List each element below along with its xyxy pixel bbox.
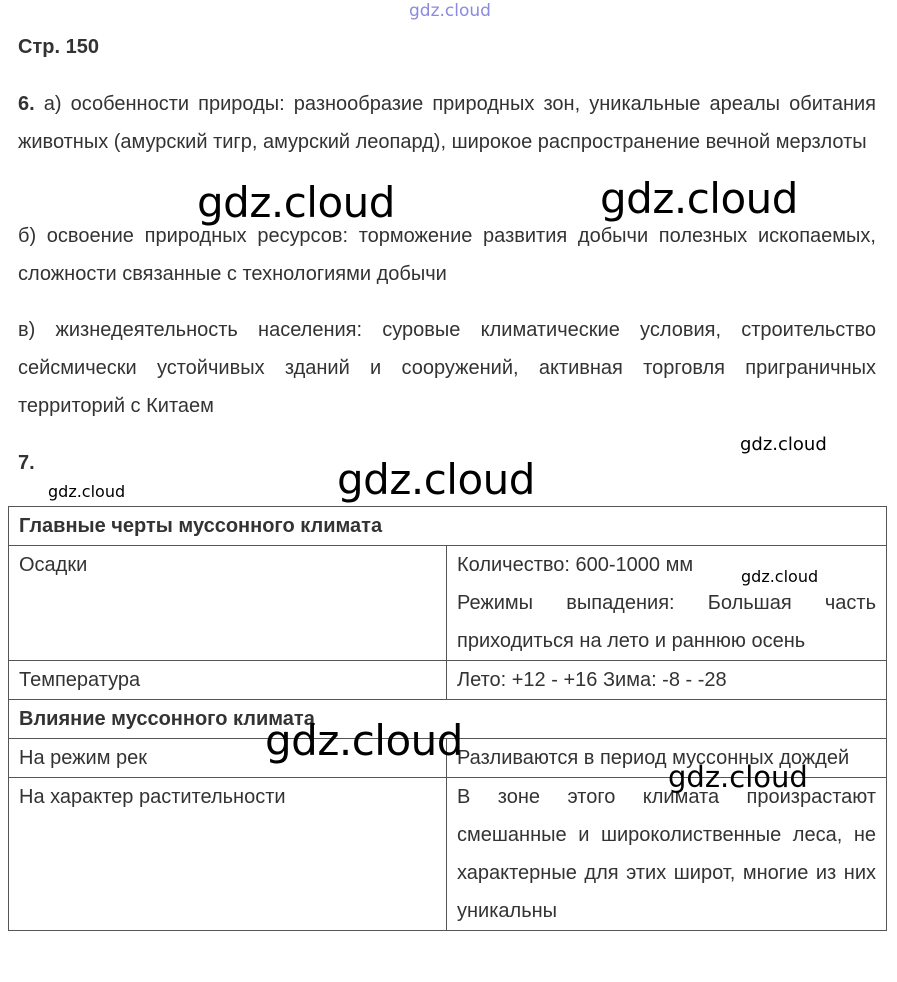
row-label-vegetation: На характер растительности xyxy=(9,778,447,931)
watermark: gdz.cloud xyxy=(337,455,535,504)
task6-item-c: в) жизнедеятельность населения: суровые климатические условия, строительство сейсмически устойчивых зданий и сооружений, активная торговля приграничных территорий с Китаем xyxy=(18,319,876,417)
task6-item-a: а) особенности природы: разнообразие природных зон, уникальные ареалы обитания животных (амурский тигр, амурский леопард), широкое распространение вечной мерзлоты xyxy=(18,93,876,153)
section-header-main-features: Главные черты муссонного климата xyxy=(9,507,887,546)
row-value-precipitation xyxy=(447,546,887,661)
watermark: gdz.cloud xyxy=(48,482,126,501)
watermark: gdz.cloud xyxy=(197,178,395,227)
row-value-rivers: Разливаются в период муссонных дождей xyxy=(447,739,887,778)
task6-paragraph-b xyxy=(18,217,876,293)
task6-paragraph-c xyxy=(18,311,876,425)
row-label-rivers: На режим рек xyxy=(9,739,447,778)
row-label-temperature: Температура xyxy=(9,661,447,700)
task6-number: 6. xyxy=(18,93,35,115)
watermark: gdz.cloud xyxy=(600,174,798,223)
row-value-vegetation: В зоне этого климата произрастают смешанные и широколиственные леса, не характерные для этих широт, многие из них уникальны xyxy=(447,778,887,931)
task7-number: 7. xyxy=(18,452,35,474)
task6-item-b: б) освоение природных ресурсов: торможение развития добычи полезных ископаемых, сложности связанные с технологиями добычи xyxy=(18,225,876,285)
watermark: gdz.cloud xyxy=(740,434,827,455)
watermark: gdz.cloud xyxy=(741,567,819,586)
task6-paragraph-a xyxy=(18,85,876,161)
table-row xyxy=(9,778,887,931)
row-value-temperature: Лето: +12 - +16 Зима: -8 - -28 xyxy=(447,661,887,700)
page-title: Стр. 150 xyxy=(18,36,99,58)
section-header-influence: Влияние муссонного климата xyxy=(9,700,887,739)
precip-regime: Режимы выпадения: Большая часть приходиться на лето и раннюю осень xyxy=(457,592,876,652)
watermark: gdz.cloud xyxy=(265,716,463,765)
table-row xyxy=(9,661,887,700)
table-row xyxy=(9,546,887,661)
row-label-precipitation: Осадки xyxy=(9,546,447,661)
table-row xyxy=(9,507,887,546)
watermark-top: gdz.cloud xyxy=(409,1,491,21)
precip-amount: Количество: 600-1000 мм xyxy=(457,554,694,576)
watermark: gdz.cloud xyxy=(668,760,808,794)
